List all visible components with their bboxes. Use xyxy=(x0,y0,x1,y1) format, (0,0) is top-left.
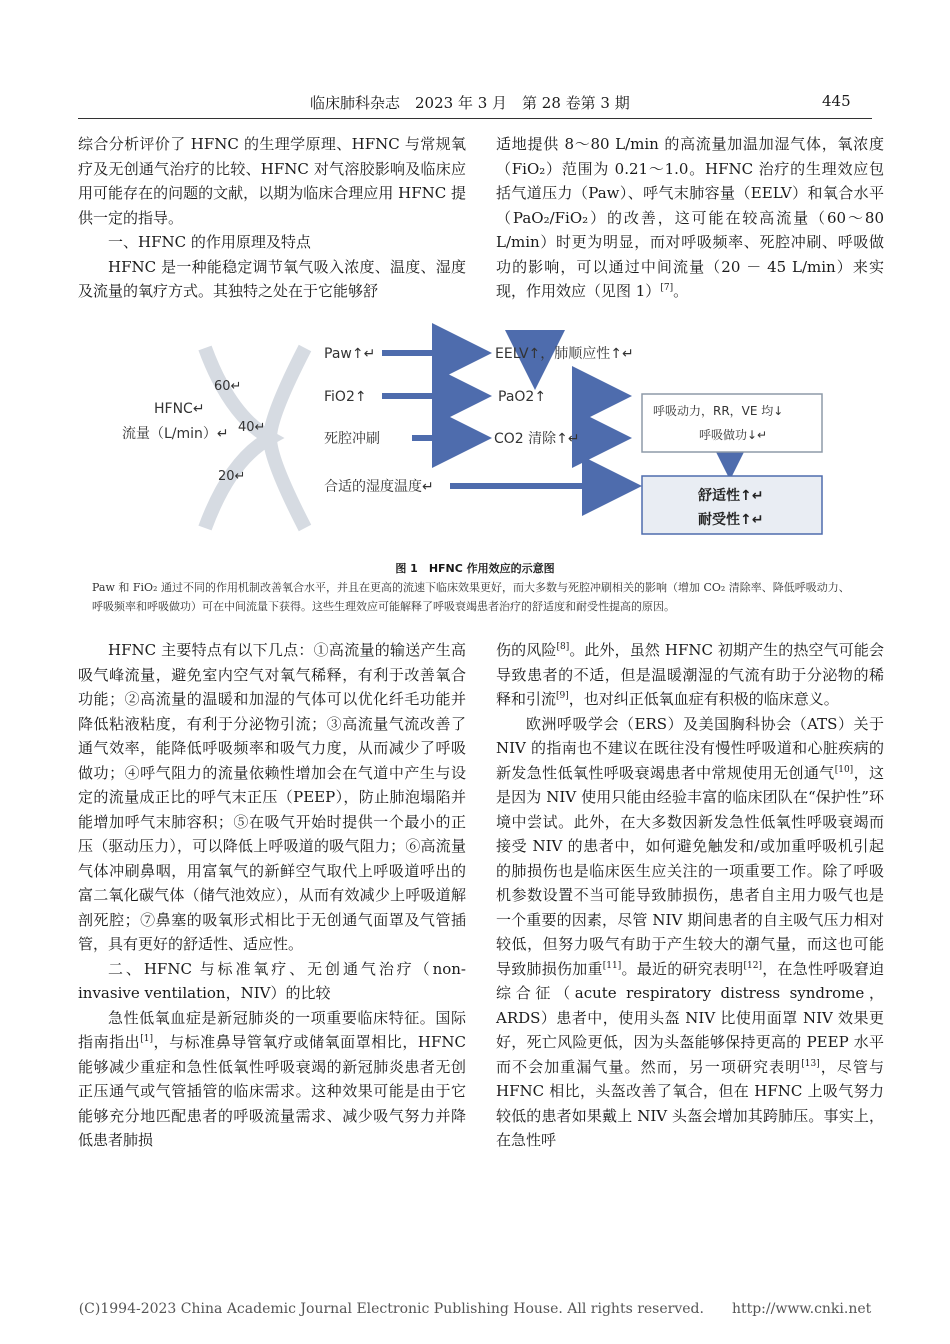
deadspace-label: 死腔冲刷 xyxy=(324,431,380,447)
text-run: 。 xyxy=(673,282,689,300)
comfort-line2: 耐受性↑↵ xyxy=(698,512,764,528)
left-column-bottom xyxy=(78,638,466,1153)
comfort-line1: 舒适性↑↵ xyxy=(698,488,764,504)
paragraph xyxy=(496,638,884,712)
journal-info: 临床肺科杂志 2023 年 3 月 第 28 卷第 3 期 xyxy=(310,94,630,112)
flow-60-label: 60↵ xyxy=(214,379,242,394)
figure-diagram xyxy=(122,328,845,546)
paragraph: HFNC 主要特点有以下几点：①高流量的输送产生高吸气峰流量，避免室内空气对氧气稀释，有利于改善氧合功能；②高流量的温暖和加湿的气体可以优化纤毛功能并降低粘液粘度，有利于分泌物引流；③高流量气流改善了通气效率，能降低呼吸频率和吸气力度，从而减少了呼吸做功；④呼气阻力的流量依赖性增加会在气道中产生与设定的流量成正比的呼气末正压（PEEP），防止肺泡塌陷并能增加呼气末肺容积；⑤在吸气开始时提供一个最小的正压（驱动压力），可以降低上呼吸道的吸气阻力；⑥高流量气体冲刷鼻咽，用富氧气的新鲜空气取代上呼吸道呼出的富二氧化碳气体（储气池效应），从而有效减少上呼吸道解剖死腔；⑦鼻塞的吸氧形式相比于无创通气面罩及气管插管，具有更好的舒适性、适应性。 xyxy=(78,641,466,953)
right-column-bottom xyxy=(496,638,884,1153)
citation[interactable]: [12] xyxy=(743,960,762,971)
text-run: ，这是因为 NIV 使用只能由经验丰富的临床团队在“保护性”环境中尝试。此外，在大多数因新发急性低氧性呼吸衰竭而接受 NIV 的患者中，如何避免触发和/或加重呼吸机引起的肺损伤也是临床医生应关注的一项重要工作。除了呼吸机参数设置不当可能导致肺损伤，患者自主用力吸气也是一个重要的因素，尽管 NIV 期间患者的自主吸气压力相对较低，但努力吸气有助于产生较大的潮气量，而这也可能导致肺损伤加重 xyxy=(496,763,884,978)
right-column-top xyxy=(496,132,884,304)
left-column-top xyxy=(78,132,466,304)
figure-note: Paw 和 FiO₂ 通过不同的作用机制改善氧合水平，并且在更高的流速下临床效果更好，而大多数与死腔冲刷相关的影响（增加 CO₂ 清除率、降低呼吸动力、呼吸频率和呼吸做功）可在中间流量下获得。这些生理效应可能解释了呼吸衰竭患者治疗的舒适度和耐受性提高的原因。 xyxy=(92,581,850,613)
copyright-footer: (C)1994-2023 China Academic Journal Electronic Publishing House. All rights reserved. http://www.cnki.net xyxy=(78,1301,872,1317)
text-run: ，在急性呼吸窘迫综合征（acute respiratory distress syndrome，ARDS）患者中，使用头盔 NIV 比使用面罩 NIV 效果更好，死亡风险更低，因为头盔能够保持更高的 PEEP 水平而不会加重漏气量。然而，另一项研究表明 xyxy=(496,959,884,1076)
running-header xyxy=(0,92,950,114)
paragraph: 综合分析评价了 HFNC 的生理学原理、HFNC 与常规氧疗及无创通气治疗的比较、HFNC 对气溶胶影响及临床应用可能存在的问题的文献，以期为临床合理应用 HFNC 提供一定的指导。 xyxy=(78,135,466,227)
flow-20-label: 20↵ xyxy=(218,469,246,484)
paragraph xyxy=(496,712,884,1153)
text-run: ，尽管与 HFNC 相比，头盔改善了氧合，但在 HFNC 上吸气努力较低的患者如果戴上 NIV 头盔会增加其跨肺压。事实上，在急性呼 xyxy=(496,1057,884,1149)
effects-line1: 呼吸动力，RR，VE 均↓ xyxy=(653,404,784,418)
citation[interactable]: [11] xyxy=(602,960,622,971)
humidity-label: 合适的湿度温度↵ xyxy=(324,479,434,495)
page-number: 445 xyxy=(822,92,851,110)
paragraph xyxy=(496,132,884,304)
pao2-label: PaO2↑ xyxy=(498,389,547,405)
right-bracket-shape xyxy=(270,348,305,528)
citation[interactable]: [7] xyxy=(660,283,674,293)
figure-title: 图 1 HFNC 作用效应的示意图 xyxy=(395,562,555,575)
figure-1 xyxy=(122,328,845,546)
hfnc-label: HFNC↵ xyxy=(154,401,205,417)
text-run: ，也对纠正低氧血症有积极的临床意义。 xyxy=(568,690,839,708)
section-heading-1: 一、HFNC 的作用原理及特点 xyxy=(108,233,311,251)
text-run: 适地提供 8～80 L/min 的高流量加温加湿气体，氧浓度（FiO₂）范围为 0.21～1.0。HFNC 治疗的生理效应包括气道压力（Paw）、呼气末肺容量（EELV）和氧合水平（PaO₂/FiO₂）的改善，这可能在较高流量（60～80 L/min）时更为明显，而对呼吸频率、死腔冲刷、呼吸做功的影响，可以通过中间流量（20 － 45 L/min）来实现，作用效应（见图 1） xyxy=(496,135,884,300)
text-run: 。此外，虽然 HFNC 初期产生的热空气可能会导致患者的不适，但是温暖潮湿的气流有助于分泌物的稀释和引流 xyxy=(496,641,884,708)
citation[interactable]: [9] xyxy=(556,691,569,701)
citation[interactable]: [1] xyxy=(140,1034,153,1044)
eelv-label: EELV↑，肺顺应性↑↵ xyxy=(495,346,634,362)
flow-label: 流量（L/min）↵ xyxy=(122,426,229,442)
effects-line2: 呼吸做功↓↵ xyxy=(699,428,768,442)
effects-box xyxy=(642,394,822,452)
text-run: 急性低氧血症是新冠肺炎的一项重要临床特征。国际指南指出 xyxy=(78,1008,466,1051)
flow-40-label: 40↵ xyxy=(238,420,266,435)
citation[interactable]: [8] xyxy=(556,642,570,652)
co2-label: CO2 清除↑↵ xyxy=(494,431,580,447)
paragraph: HFNC 是一种能稳定调节氧气吸入浓度、温度、湿度及流量的氧疗方式。其独特之处在于它能够舒 xyxy=(78,257,466,300)
text-run: 。最近的研究表明 xyxy=(621,959,744,978)
text-run: 伤的风险 xyxy=(496,641,557,659)
citation[interactable]: [13] xyxy=(801,1058,820,1069)
paragraph xyxy=(78,1006,466,1153)
text-run: 欧洲呼吸学会（ERS）及美国胸科协会（ATS）关于 NIV 的指南也不建议在既往没有慢性呼吸道和心脏疾病的新发急性低氧性呼吸衰竭患者中常规使用无创通气 xyxy=(496,714,884,782)
paw-label: Paw↑↵ xyxy=(324,346,376,362)
text-run: ，与标准鼻导管氧疗或储氧面罩相比，HFNC 能够减少重症和急性低氧性呼吸衰竭的新冠肺炎患者无创正压通气或气管插管的临床需求。这种效果可能是由于它能够充分地匹配患者的呼吸流量需求、减少吸气努力并降低患者肺损 xyxy=(78,1033,466,1149)
fio2-label: FiO2↑ xyxy=(324,389,367,405)
header-rule xyxy=(78,118,872,119)
section-heading-2: 二、HFNC 与标准氧疗、无创通气治疗（non-invasive ventilation，NIV）的比较 xyxy=(78,959,466,1002)
citation[interactable]: [10] xyxy=(834,764,854,775)
